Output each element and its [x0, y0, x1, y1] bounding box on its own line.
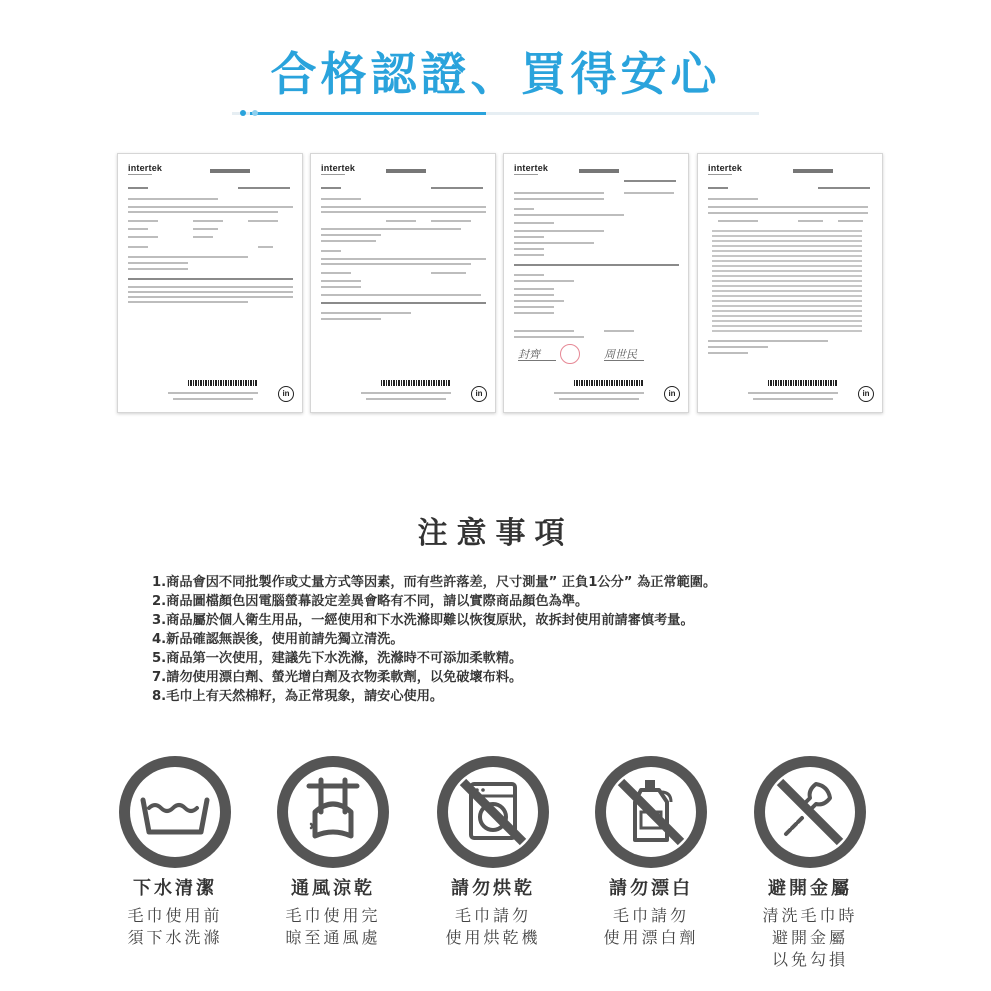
underline-dot — [240, 110, 246, 116]
care-title: 避開金屬 — [768, 878, 852, 899]
care-desc-line: 避開金屬 — [771, 928, 848, 947]
underline-dot — [252, 110, 258, 116]
care-desc-line: 使用漂白劑 — [603, 928, 699, 947]
care-desc-line: 晾至通風處 — [285, 928, 381, 947]
no-metal-icon — [754, 756, 866, 868]
no-bleach-icon — [595, 756, 707, 868]
notice-item: 2.商品圖檔顏色因電腦螢幕設定差異會略有不同，請以實際商品顏色為準。 — [152, 594, 589, 609]
hang-dry-icon — [277, 756, 389, 868]
care-desc-line: 毛巾請勿 — [612, 906, 689, 925]
certification-seal-icon: in — [858, 386, 874, 402]
care-desc-line: 清洗毛巾時 — [762, 906, 858, 925]
care-title: 下水清潔 — [133, 878, 217, 899]
notice-item: 5.商品第一次使用，建議先下水洗滌，洗滌時不可添加柔軟精。 — [152, 651, 523, 666]
intertek-logo: intertek — [514, 163, 549, 173]
page-title: 合格認證、買得安心 — [270, 47, 721, 101]
certification-seal-icon: in — [471, 386, 487, 402]
care-desc-line: 毛巾請勿 — [454, 906, 531, 925]
care-item-no-dry — [418, 756, 568, 949]
notice-list — [152, 573, 716, 706]
intertek-logo: intertek — [128, 163, 163, 173]
stamp-seal — [560, 344, 580, 364]
care-desc-line: 以免勾損 — [771, 950, 848, 969]
signature: 封齊 — [518, 346, 556, 361]
care-desc-line: 毛巾使用前 — [127, 906, 223, 925]
notice-title: 注意事項 — [417, 516, 574, 551]
care-desc-line: 毛巾使用完 — [285, 906, 381, 925]
notice-item: 8.毛巾上有天然棉籽，為正常現象，請安心使用。 — [152, 689, 444, 704]
care-item-no-bleach — [576, 756, 726, 949]
signature: 周世民 — [604, 346, 644, 361]
care-title: 請勿烘乾 — [451, 878, 535, 899]
no-dryer-icon — [437, 756, 549, 868]
notice-item: 1.商品會因不同批製作或丈量方式等因素，而有些許落差，尺寸測量” 正負1公分” 為正常範圍。 — [152, 575, 717, 590]
test-report-document — [697, 153, 883, 413]
certification-seal-icon: in — [278, 386, 294, 402]
care-item-wash — [100, 756, 250, 949]
care-item-no-metal — [735, 756, 885, 971]
wash-basin-icon — [119, 756, 231, 868]
care-desc-line: 使用烘乾機 — [445, 928, 541, 947]
care-title: 請勿漂白 — [609, 878, 693, 899]
test-report-document — [503, 153, 689, 413]
intertek-logo: intertek — [708, 163, 743, 173]
test-report-document — [117, 153, 303, 413]
notice-item: 7.請勿使用漂白劑、螢光增白劑及衣物柔軟劑，以免破壞布料。 — [152, 670, 523, 685]
certification-seal-icon: in — [664, 386, 680, 402]
care-item-dry — [258, 756, 408, 949]
care-desc-line: 須下水洗滌 — [127, 928, 223, 947]
notice-item: 4.新品確認無誤後，使用前請先獨立清洗。 — [152, 632, 404, 647]
title-underline — [232, 112, 759, 115]
intertek-logo: intertek — [321, 163, 356, 173]
notice-item: 3.商品屬於個人衛生用品，一經使用和下水洗滌即難以恢復原狀，故拆封使用前請審慎考量。 — [152, 613, 694, 628]
test-report-document — [310, 153, 496, 413]
care-title: 通風涼乾 — [291, 878, 375, 899]
